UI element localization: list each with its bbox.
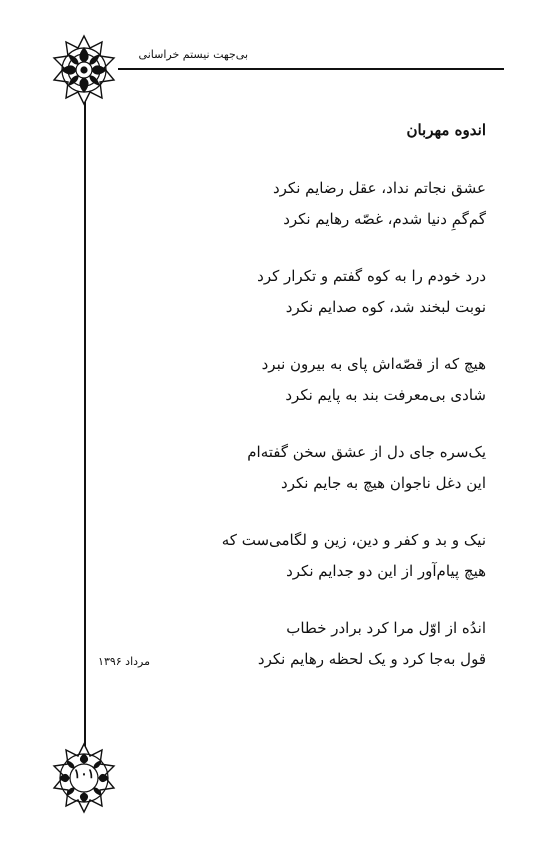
verse-line: درد خودم را به کوه گفتم و تکرار کرد xyxy=(257,267,486,285)
verse-line: این دغل ناجوان هیچ به جایم نکرد xyxy=(281,474,486,492)
frame-vertical-line xyxy=(84,80,86,750)
book-title: بی‌جهت نیستم خراسانی xyxy=(138,48,248,61)
page-number: ۱۰۱ xyxy=(73,767,95,782)
stanza xyxy=(106,173,486,235)
poem-body xyxy=(106,173,486,701)
verse-line: یک‌سره جای دل از عشق سخن گفته‌ام xyxy=(247,443,486,461)
stanza xyxy=(106,525,486,587)
verse-line: گم‌گمِ دنیا شدم، غصّه رهایم نکرد xyxy=(283,210,486,228)
poem-date: مرداد ۱۳۹۶ xyxy=(98,655,150,668)
verse-line: نیک و بد و کفر و دین، زین و لگامی‌ست که xyxy=(221,531,486,549)
stanza xyxy=(106,349,486,411)
stanza xyxy=(106,261,486,323)
verse-line: اندُه از اوّل مرا کرد برادر خطاب xyxy=(286,619,486,637)
verse-line: نوبت لبخند شد، کوه صدایم نکرد xyxy=(285,298,486,316)
frame-horizontal-line xyxy=(118,68,504,70)
top-ornament-icon xyxy=(46,32,122,108)
poem-title: اندوه مهربان xyxy=(406,121,486,139)
stanza xyxy=(106,437,486,499)
stanza xyxy=(106,613,486,675)
verse-line: هیچ پیام‌آور از این دو جدایم نکرد xyxy=(286,562,486,580)
verse-line: شادی بی‌معرفت بند به پایم نکرد xyxy=(285,386,486,404)
verse-line: قول به‌جا کرد و یک لحظه رهایم نکرد xyxy=(257,650,486,668)
verse-line: عشق نجاتم نداد، عقل رضایم نکرد xyxy=(272,179,486,197)
verse-line: هیچ که از قصّه‌اش پای به بیرون نبرد xyxy=(261,355,486,373)
